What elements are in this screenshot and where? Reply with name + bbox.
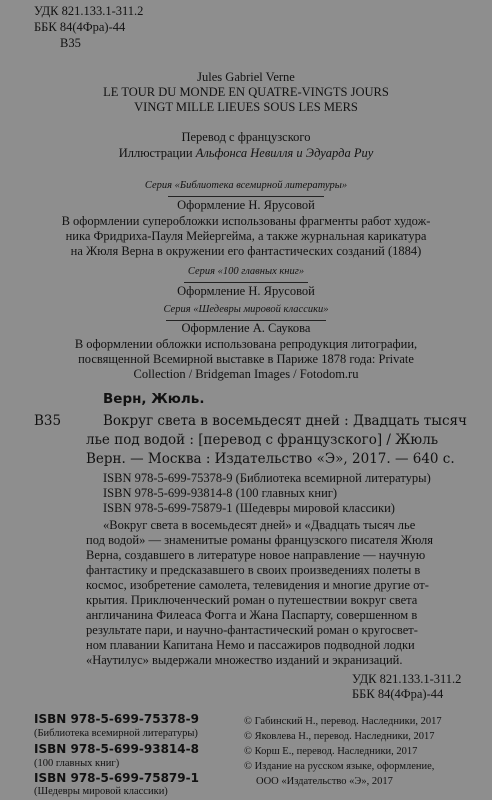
series-3-note-line-2: посвященной Всемирной выставке в Париже 1878 года: Private — [78, 352, 414, 366]
catalog-call-number: В35 — [34, 413, 62, 429]
annotation-line-7: англичанина Филеаса Фогга и Жана Паспарту, совершенном в — [86, 608, 418, 622]
udk-code-bottom: УДК 821.133.1-311.2 — [352, 672, 462, 686]
isbn-block-3-series: (Шедевры мировой классики) — [34, 786, 168, 797]
catalog-isbn-2: ISBN 978-5-699-93814-8 (100 главных книг) — [103, 486, 338, 500]
illustrations-note — [0, 146, 492, 161]
annotation-line-8: результате пари, и научно-фантастический роман о кругосвет- — [86, 623, 418, 637]
isbn-block-2: ISBN 978-5-699-93814-8 — [34, 742, 199, 756]
copyright-line-3: © Корш Е., перевод. Наследники, 2017 — [244, 746, 418, 757]
series-3-name: Серия «Шедевры мировой классики» — [163, 304, 329, 315]
original-title-line-2: VINGT MILLE LIEUES SOUS LES MERS — [134, 100, 358, 114]
series-1-note-line-3: на Жюля Верна в окружении его фантастических созданий (1884) — [70, 244, 422, 258]
series-1-name: Серия «Библиотека всемирной литературы» — [144, 180, 348, 191]
series-2-name: Серия «100 главных книг» — [187, 266, 305, 277]
original-title-line-1: LE TOUR DU MONDE EN QUATRE-VINGTS JOURS — [103, 85, 389, 99]
copyright-line-5: ООО «Издательство «Э», 2017 — [256, 776, 393, 787]
series-1-note-line-1: В оформлении суперобложки использованы фрагменты работ худож- — [61, 214, 431, 228]
isbn-block-2-series: (100 главных книг) — [34, 758, 120, 769]
isbn-block-3: ISBN 978-5-699-75879-1 — [34, 771, 199, 785]
annotation-line-3: Верна, создавшего в литературе новое направление — научную — [86, 548, 426, 562]
bbk-code-top: ББК 84(4Фра)-44 — [34, 20, 126, 34]
series-1-divider — [168, 196, 324, 197]
isbn-block-1: ISBN 978-5-699-75378-9 — [34, 712, 199, 726]
annotation-line-6: крытия. Приключенческий роман о путешествии вокруг света — [86, 593, 418, 607]
annotation-line-10: «Наутилус» выдержали множество изданий и экранизаций. — [86, 653, 403, 667]
udk-code-top: УДК 821.133.1-311.2 — [34, 4, 144, 18]
annotation-line-4: фантастику и предсказавшего в своих произведениях полеты в — [86, 563, 421, 577]
isbn-block-1-series: (Библиотека всемирной литературы) — [34, 728, 198, 739]
annotation-line-1: «Вокруг света в восемьдесят дней» и «Двадцать тысяч лье — [103, 518, 416, 532]
catalog-title-line-3: Верн. — Москва : Издательство «Э», 2017. — 640 с. — [86, 451, 455, 467]
catalog-isbn-3: ISBN 978-5-699-75879-1 (Шедевры мировой классики) — [103, 501, 395, 515]
catalog-title-line-2: лье под водой : [перевод с французского] / Жюль — [86, 432, 439, 448]
annotation-line-2: под водой» — знаменитые романы французского писателя Жюля — [86, 533, 433, 547]
series-3-note-line-3: Collection / Bridgeman Images / Fotodom.ru — [133, 367, 359, 381]
catalog-author: Верн, Жюль. — [103, 391, 205, 407]
author-original-name: Jules Gabriel Verne — [197, 70, 295, 84]
series-3-note-line-1: В оформлении обложки использована репродукция литографии, — [74, 337, 418, 351]
illustrations-artists: Альфонса Невилля и Эдуарда Риу — [195, 146, 374, 160]
bbk-code-bottom: ББК 84(4Фра)-44 — [352, 687, 444, 701]
copyright-line-1: © Габинский Н., перевод. Наследники, 2017 — [244, 716, 442, 727]
call-number-top: В35 — [60, 36, 81, 50]
series-1-design: Оформление Н. Ярусовой — [177, 198, 315, 212]
series-1-note-line-2: ника Фридриха-Пауля Мейергейма, а также журнальная карикатура — [65, 229, 427, 243]
annotation-line-9: ном плавании Капитана Немо и пассажиров подводной лодки — [86, 638, 415, 652]
translation-note: Перевод с французского — [181, 130, 311, 144]
catalog-isbn-1: ISBN 978-5-699-75378-9 (Библиотека всемирной литературы) — [103, 471, 431, 485]
catalog-title-line-1: Вокруг света в восемьдесят дней : Двадцать тысяч — [103, 413, 467, 429]
illustrations-prefix: Иллюстрации — [118, 146, 196, 160]
series-3-design: Оформление А. Саукова — [181, 321, 311, 335]
copyright-line-2: © Яковлева Н., перевод. Наследники, 2017 — [244, 731, 435, 742]
annotation-line-5: космос, изобретение самолета, телевидения и многие другие от- — [86, 578, 429, 592]
series-2-design: Оформление Н. Ярусовой — [177, 284, 315, 298]
copyright-line-4: © Издание на русском языке, оформление, — [244, 761, 435, 772]
series-2-divider — [184, 282, 308, 283]
